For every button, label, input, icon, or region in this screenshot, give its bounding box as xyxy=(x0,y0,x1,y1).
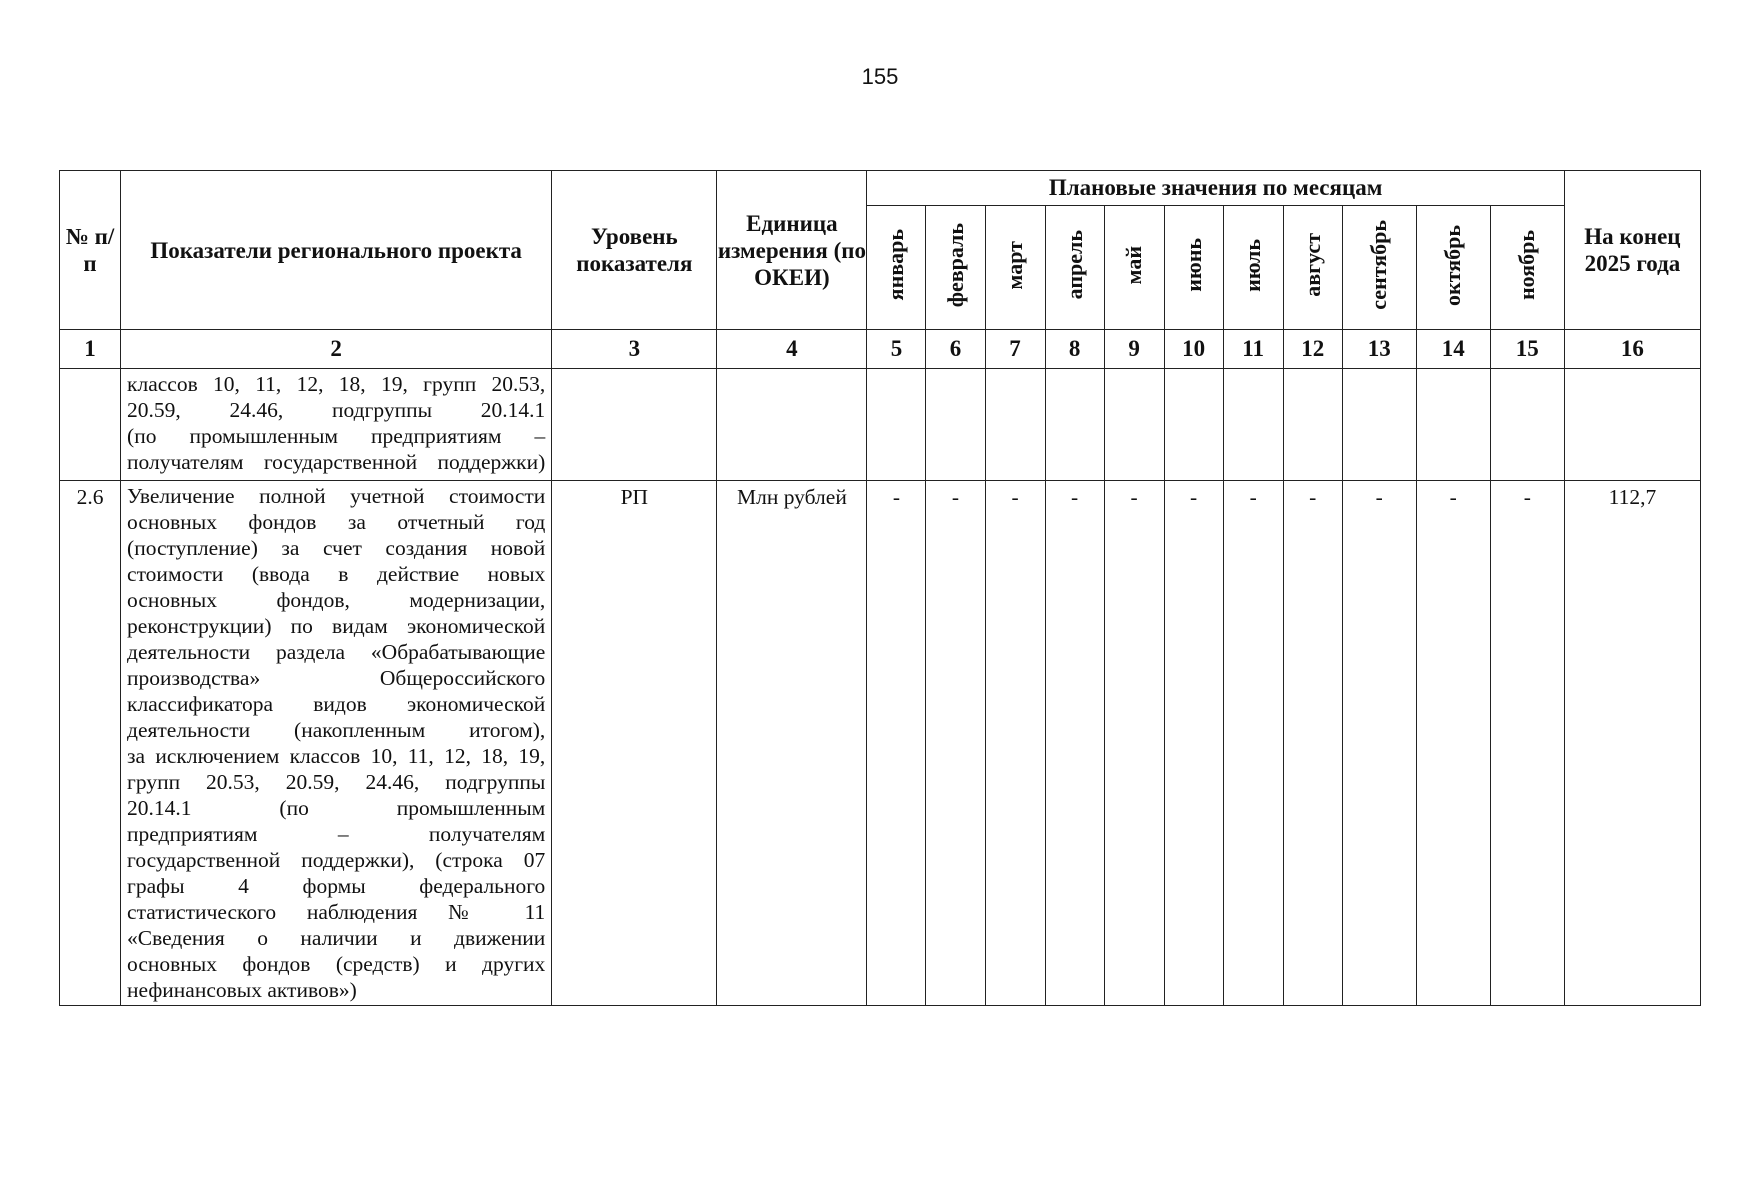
header-month-cell xyxy=(926,206,985,330)
description-line: групп 20.53, 20.59, 24.46, подгруппы xyxy=(127,770,546,794)
column-numbers-row xyxy=(60,330,1701,369)
header-month-label: октябрь xyxy=(1440,224,1466,306)
row-month-value xyxy=(1223,369,1283,481)
header-month-label: июнь xyxy=(1180,238,1206,292)
description-line: предприятиям – получателям xyxy=(127,822,546,846)
description-line: деятельности раздела «Обрабатывающие xyxy=(127,640,546,664)
row-month-value: - xyxy=(1223,481,1283,1006)
header-plan-group: Плановые значения по месяцам xyxy=(867,171,1564,206)
row-unit xyxy=(717,369,867,481)
row-month-value xyxy=(1045,369,1104,481)
row-month-value xyxy=(1416,369,1490,481)
description-line: за исключением классов 10, 11, 12, 18, 19, xyxy=(127,744,546,768)
row-month-value: - xyxy=(1283,481,1342,1006)
column-number: 1 xyxy=(60,330,121,369)
header-month-cell xyxy=(1342,206,1416,330)
row-month-value xyxy=(1164,369,1223,481)
description-line: классов 10, 11, 12, 18, 19, групп 20.53, xyxy=(127,372,546,396)
description-line: стоимости (ввода в действие новых xyxy=(127,562,546,586)
description-line: Увеличение полной учетной стоимости xyxy=(127,484,546,508)
row-num: 2.6 xyxy=(60,481,121,1006)
description-line: статистического наблюдения № 11 xyxy=(127,900,546,924)
column-number: 6 xyxy=(926,330,985,369)
column-number: 7 xyxy=(985,330,1045,369)
description-line: реконструкции) по видам экономической xyxy=(127,614,546,638)
header-month-cell xyxy=(1283,206,1342,330)
row-unit: Млн рублей xyxy=(717,481,867,1006)
row-month-value: - xyxy=(1045,481,1104,1006)
header-month-label: ноябрь xyxy=(1514,229,1540,301)
row-month-value: - xyxy=(985,481,1045,1006)
description-line: нефинансовых активов») xyxy=(127,978,357,1002)
row-month-value: - xyxy=(1104,481,1164,1006)
row-month-value xyxy=(1283,369,1342,481)
header-month-cell xyxy=(1045,206,1104,330)
description-line: получателям государственной поддержки) xyxy=(127,450,546,474)
row-description xyxy=(121,369,552,481)
column-number: 16 xyxy=(1564,330,1700,369)
row-month-value: - xyxy=(1342,481,1416,1006)
header-month-cell xyxy=(867,206,926,330)
table-row xyxy=(60,369,1701,481)
description-line: 20.59, 24.46, подгруппы 20.14.1 xyxy=(127,398,546,422)
row-month-value xyxy=(867,369,926,481)
row-month-value xyxy=(926,369,985,481)
header-end: На конец 2025 года xyxy=(1564,171,1700,330)
row-level xyxy=(552,369,717,481)
column-number: 5 xyxy=(867,330,926,369)
column-number: 14 xyxy=(1416,330,1490,369)
table-row xyxy=(60,481,1701,1006)
header-month-cell xyxy=(1416,206,1490,330)
header-month-cell xyxy=(1164,206,1223,330)
header-month-cell xyxy=(1223,206,1283,330)
description-line: основных фондов за отчетный год xyxy=(127,510,546,534)
row-level: РП xyxy=(552,481,717,1006)
row-month-value xyxy=(985,369,1045,481)
row-month-value xyxy=(1104,369,1164,481)
header-month-cell xyxy=(985,206,1045,330)
row-month-value: - xyxy=(867,481,926,1006)
header-unit: Единица измерения (по ОКЕИ) xyxy=(717,171,867,330)
column-number: 11 xyxy=(1223,330,1283,369)
description-line: «Сведения о наличии и движении xyxy=(127,926,546,950)
column-number: 13 xyxy=(1342,330,1416,369)
description-line: основных фондов (средств) и других xyxy=(127,952,546,976)
header-month-label: март xyxy=(1002,240,1028,290)
description-line: (по промышленным предприятиям – xyxy=(127,424,546,448)
description-line: графы 4 формы федерального xyxy=(127,874,546,898)
column-number: 9 xyxy=(1104,330,1164,369)
column-number: 4 xyxy=(717,330,867,369)
row-month-value xyxy=(1490,369,1564,481)
row-month-value xyxy=(1342,369,1416,481)
description-line: основных фондов, модернизации, xyxy=(127,588,546,612)
header-month-label: апрель xyxy=(1061,230,1087,300)
header-month-label: январь xyxy=(883,229,909,301)
regional-project-table xyxy=(59,170,1701,1006)
description-line: классификатора видов экономической xyxy=(127,692,546,716)
header-month-label: февраль xyxy=(942,222,968,308)
row-month-value: - xyxy=(1164,481,1223,1006)
row-num xyxy=(60,369,121,481)
row-end-value: 112,7 xyxy=(1564,481,1700,1006)
description-line: 20.14.1 (по промышленным xyxy=(127,796,546,820)
header-indicator: Показатели регионального проекта xyxy=(121,171,552,330)
header-month-label: июль xyxy=(1240,238,1266,292)
column-number: 15 xyxy=(1490,330,1564,369)
header-num: № п/п xyxy=(60,171,121,330)
row-month-value: - xyxy=(1416,481,1490,1006)
header-month-cell xyxy=(1104,206,1164,330)
row-month-value: - xyxy=(1490,481,1564,1006)
description-line: производства» Общероссийского xyxy=(127,666,546,690)
header-month-label: сентябрь xyxy=(1366,220,1392,310)
header-level: Уровень показателя xyxy=(552,171,717,330)
row-month-value: - xyxy=(926,481,985,1006)
description-line: государственной поддержки), (строка 07 xyxy=(127,848,546,872)
column-number: 10 xyxy=(1164,330,1223,369)
column-number: 12 xyxy=(1283,330,1342,369)
row-end-value xyxy=(1564,369,1700,481)
page-number: 155 xyxy=(861,64,899,89)
header-month-cell xyxy=(1490,206,1564,330)
description-line: (поступление) за счет создания новой xyxy=(127,536,546,560)
column-number: 3 xyxy=(552,330,717,369)
description-line: деятельности (накопленным итогом), xyxy=(127,718,546,742)
row-description xyxy=(121,481,552,1006)
header-month-label: май xyxy=(1121,245,1147,285)
header-month-label: август xyxy=(1299,233,1325,297)
column-number: 8 xyxy=(1045,330,1104,369)
column-number: 2 xyxy=(121,330,552,369)
